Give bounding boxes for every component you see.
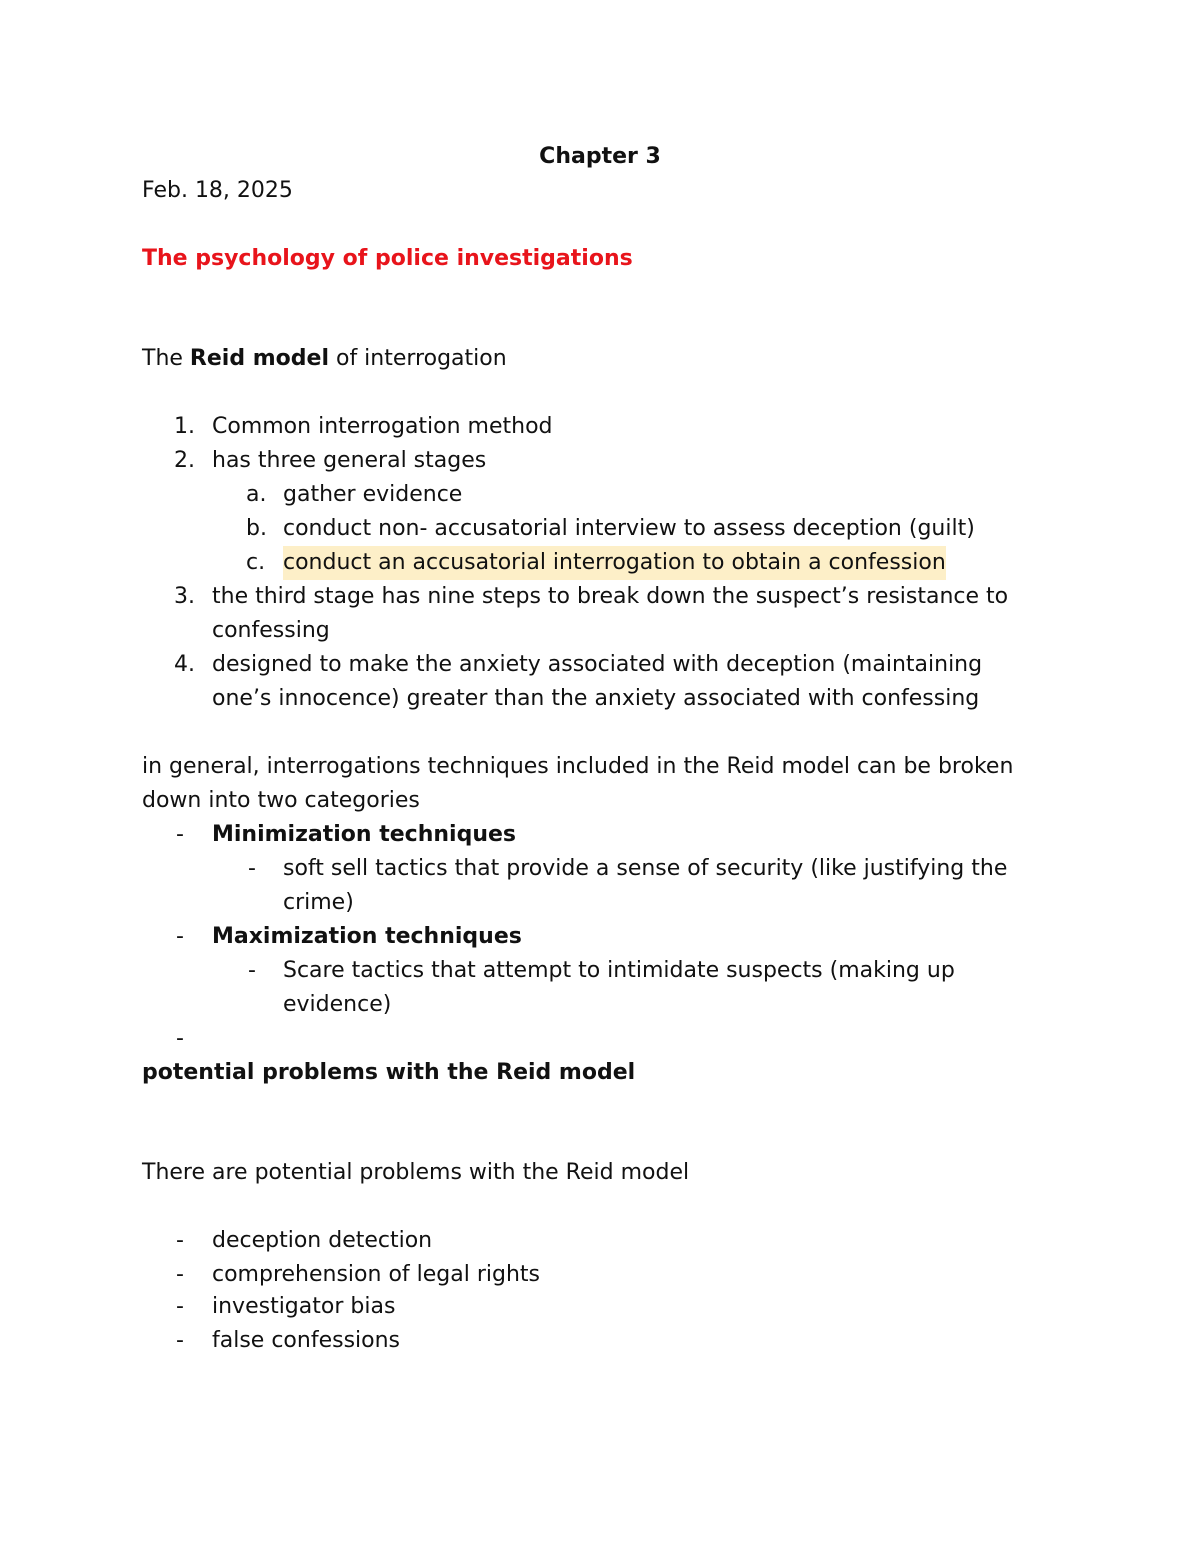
problem-item: false confessions [212,1328,401,1353]
reid-intro-pre: The [142,346,190,371]
reid-intro-bold: Reid model [189,346,329,371]
date-line: Feb. 18, 2025 [142,178,293,203]
list-marker: 4. [174,652,195,677]
sub-item-a: gather evidence [283,482,463,507]
problems-intro: There are potential problems with the Reid model [142,1160,690,1185]
bullet-dash: - [176,1328,184,1353]
document-title: Chapter 3 [539,144,661,169]
sub-marker: a. [246,482,267,507]
section-heading: The psychology of police investigations [142,246,633,271]
problem-item: comprehension of legal rights [212,1262,540,1287]
minimization-title: Minimization techniques [212,822,517,847]
bullet-dash: - [248,958,256,983]
list-item-3-line1: the third stage has nine steps to break down the suspect’s resistance to [212,584,1009,609]
bullet-dash: - [248,856,256,881]
problem-item: deception detection [212,1228,433,1253]
sub-item-c-highlighted: conduct an accusatorial interrogation to obtain a confession [283,546,946,580]
maximization-desc-line1: Scare tactics that attempt to intimidate suspects (making up [283,958,955,983]
maximization-desc-line2: evidence) [283,992,392,1017]
sub-marker: b. [246,516,267,541]
bullet-dash: - [176,1228,184,1253]
list-marker: 2. [174,448,195,473]
reid-intro [142,342,507,376]
general-line2: down into two categories [142,788,420,813]
sub-item-b: conduct non- accusatorial interview to assess deception (guilt) [283,516,975,541]
list-item-4-line2: one’s innocence) greater than the anxiety associated with confessing [212,686,980,711]
general-line1: in general, interrogations techniques included in the Reid model can be broken [142,754,1014,779]
bullet-dash: - [176,1262,184,1287]
minimization-desc-line2: crime) [283,890,354,915]
minimization-desc-line1: soft sell tactics that provide a sense of security (like justifying the [283,856,1008,881]
reid-intro-post: of interrogation [328,346,507,371]
list-marker: 1. [174,414,195,439]
list-item-1: Common interrogation method [212,414,553,439]
bullet-dash: - [176,822,184,847]
list-item-4-line1: designed to make the anxiety associated with deception (maintaining [212,652,983,677]
sub-marker: c. [246,550,266,575]
bullet-dash-empty: - [176,1026,184,1051]
maximization-title: Maximization techniques [212,924,522,949]
list-item-2: has three general stages [212,448,487,473]
problem-item: investigator bias [212,1294,396,1319]
bullet-dash: - [176,1294,184,1319]
list-marker: 3. [174,584,195,609]
bullet-dash: - [176,924,184,949]
list-item-3-line2: confessing [212,618,330,643]
problems-heading: potential problems with the Reid model [142,1060,636,1085]
